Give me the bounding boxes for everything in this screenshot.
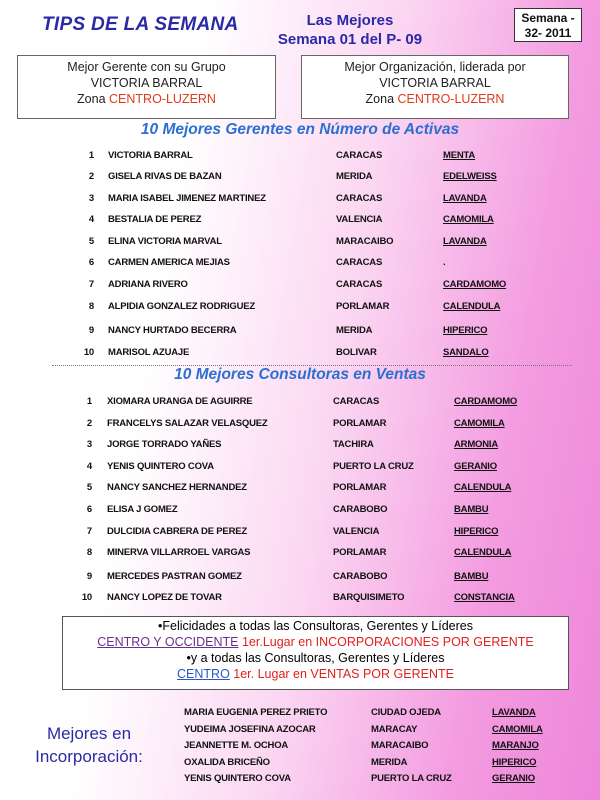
week-badge-line2: 32- 2011 xyxy=(524,26,572,40)
aroma: LAVANDA xyxy=(443,236,487,247)
person-name: FRANCELYS SALAZAR VELASQUEZ xyxy=(107,418,268,429)
person-name: JEANNETTE M. OCHOA xyxy=(184,740,289,751)
aroma: HIPERICO xyxy=(443,325,488,336)
aroma: LAVANDA xyxy=(443,193,487,204)
city: BARQUISIMETO xyxy=(333,592,405,603)
award-label: Mejor Organización, liderada por xyxy=(344,60,526,74)
award-best-organization xyxy=(301,55,569,119)
congrats-zone-1: CENTRO Y OCCIDENTE xyxy=(97,635,239,649)
person-name: MARIA EUGENIA PEREZ PRIETO xyxy=(184,707,328,718)
week-badge-line1: Semana - xyxy=(521,11,575,25)
award-label: Mejor Gerente con su Grupo xyxy=(67,60,226,74)
aroma: EDELWEISS xyxy=(443,171,497,182)
aroma: CALENDULA xyxy=(443,301,501,312)
person-name: YUDEIMA JOSEFINA AZOCAR xyxy=(184,724,316,735)
person-name: ADRIANA RIVERO xyxy=(108,279,188,290)
rank: 6 xyxy=(88,257,94,268)
city: PORLAMAR xyxy=(333,547,387,558)
city: MERIDA xyxy=(336,171,373,182)
aroma: . xyxy=(443,257,446,268)
aroma: SANDALO xyxy=(443,347,489,358)
rank: 9 xyxy=(88,325,94,336)
week-badge xyxy=(514,8,582,42)
rank: 3 xyxy=(86,439,92,450)
person-name: ELISA J GOMEZ xyxy=(107,504,178,515)
aroma: ARMONIA xyxy=(454,439,498,450)
week-heading-line2: Semana 01 del P- 09 xyxy=(277,31,423,48)
award-zone-label: Zona xyxy=(365,92,395,106)
person-name: ALPIDIA GONZALEZ RODRIGUEZ xyxy=(108,301,255,312)
person-name: MARISOL AZUAJE xyxy=(108,347,190,358)
award-zone xyxy=(18,91,275,107)
congratulations-box xyxy=(62,616,569,690)
city: MARACAIBO xyxy=(371,740,429,751)
aroma: CALENDULA xyxy=(454,482,512,493)
city: CARACAS xyxy=(336,279,383,290)
person-name: MINERVA VILLARROEL VARGAS xyxy=(107,547,251,558)
rank: 4 xyxy=(86,461,92,472)
person-name: YENIS QUINTERO COVA xyxy=(184,773,291,784)
congrats-line4 xyxy=(63,666,568,682)
rank: 7 xyxy=(88,279,94,290)
incorporation-label xyxy=(14,722,164,768)
rank: 1 xyxy=(88,150,94,161)
person-name: JORGE TORRADO YAÑES xyxy=(107,439,222,450)
award-name: VICTORIA BARRAL xyxy=(90,76,203,90)
award-zone-value: CENTRO-LUZERN xyxy=(397,92,505,106)
person-name: BESTALIA DE PEREZ xyxy=(108,214,202,225)
city: CARABOBO xyxy=(333,504,388,515)
rank: 3 xyxy=(88,193,94,204)
rank: 6 xyxy=(86,504,92,515)
person-name: NANCY HURTADO BECERRA xyxy=(108,325,237,336)
city: PUERTO LA CRUZ xyxy=(371,773,452,784)
aroma: CAMOMILA xyxy=(443,214,494,225)
aroma: CARDAMOMO xyxy=(443,279,507,290)
rank: 2 xyxy=(86,418,92,429)
aroma: HIPERICO xyxy=(454,526,499,537)
city: CIUDAD OJEDA xyxy=(371,707,441,718)
person-name: NANCY SANCHEZ HERNANDEZ xyxy=(107,482,247,493)
city: MERIDA xyxy=(371,757,408,768)
congrats-zone-2: CENTRO xyxy=(177,667,230,681)
rank: 8 xyxy=(86,547,92,558)
person-name: ELINA VICTORIA MARVAL xyxy=(108,236,222,247)
rank: 7 xyxy=(86,526,92,537)
aroma: CAMOMILA xyxy=(492,724,543,735)
aroma: BAMBU xyxy=(454,504,489,515)
city: CARABOBO xyxy=(333,571,388,582)
person-name: CARMEN AMERICA MEJIAS xyxy=(108,257,230,268)
incorporation-label-line1: Mejores en xyxy=(46,724,132,743)
aroma: CAMOMILA xyxy=(454,418,505,429)
city: MARACAIBO xyxy=(336,236,394,247)
person-name: MERCEDES PASTRAN GOMEZ xyxy=(107,571,242,582)
city: MERIDA xyxy=(336,325,373,336)
city: VALENCIA xyxy=(336,214,383,225)
rank: 10 xyxy=(83,347,94,358)
city: PORLAMAR xyxy=(333,482,387,493)
rank: 5 xyxy=(86,482,92,493)
consultants-section-title: 10 Mejores Consultoras en Ventas xyxy=(174,366,426,383)
award-name: VICTORIA BARRAL xyxy=(379,76,491,90)
congrats-line2-text: 1er.Lugar en INCORPORACIONES POR GERENTE xyxy=(238,635,534,649)
city: CARACAS xyxy=(336,257,383,268)
aroma: GERANIO xyxy=(454,461,497,472)
person-name: XIOMARA URANGA DE AGUIRRE xyxy=(107,396,253,407)
award-best-manager xyxy=(17,55,276,119)
city: CARACAS xyxy=(333,396,380,407)
person-name: VICTORIA BARRAL xyxy=(108,150,193,161)
city: CARACAS xyxy=(336,150,383,161)
week-heading xyxy=(270,11,430,49)
rank: 2 xyxy=(88,171,94,182)
congrats-line4-text: 1er. Lugar en VENTAS POR GERENTE xyxy=(229,667,454,681)
page-title: TIPS DE LA SEMANA xyxy=(42,14,239,35)
person-name: DULCIDIA CABRERA DE PEREZ xyxy=(107,526,247,537)
week-heading-line1: Las Mejores xyxy=(306,12,394,29)
city: VALENCIA xyxy=(333,526,380,537)
aroma: CALENDULA xyxy=(454,547,512,558)
aroma: BAMBU xyxy=(454,571,489,582)
congrats-line2 xyxy=(63,634,568,650)
rank: 5 xyxy=(88,236,94,247)
award-zone xyxy=(302,91,568,107)
person-name: GISELA RIVAS DE BAZAN xyxy=(108,171,222,182)
rank: 9 xyxy=(86,571,92,582)
rank: 4 xyxy=(88,214,94,225)
city: BOLIVAR xyxy=(336,347,377,358)
aroma: MENTA xyxy=(443,150,476,161)
city: TACHIRA xyxy=(333,439,374,450)
aroma: MARANJO xyxy=(492,740,539,751)
congrats-line3: •y a todas las Consultoras, Gerentes y Líderes xyxy=(186,651,445,665)
city: MARACAY xyxy=(371,724,418,735)
aroma: CARDAMOMO xyxy=(454,396,518,407)
person-name: MARIA ISABEL JIMENEZ MARTINEZ xyxy=(108,193,266,204)
person-name: NANCY LOPEZ DE TOVAR xyxy=(107,592,222,603)
city: PUERTO LA CRUZ xyxy=(333,461,414,472)
award-zone-value: CENTRO-LUZERN xyxy=(109,92,216,106)
person-name: OXALIDA BRICEÑO xyxy=(184,757,270,768)
rank: 1 xyxy=(86,396,92,407)
managers-section-title: 10 Mejores Gerentes en Número de Activas xyxy=(140,121,460,138)
aroma: HIPERICO xyxy=(492,757,537,768)
city: PORLAMAR xyxy=(333,418,387,429)
incorporation-label-line2: Incorporación: xyxy=(35,747,143,766)
aroma: CONSTANCIA xyxy=(454,592,515,603)
rank: 8 xyxy=(88,301,94,312)
rank: 10 xyxy=(81,592,92,603)
award-zone-label: Zona xyxy=(77,92,106,106)
person-name: YENIS QUINTERO COVA xyxy=(107,461,214,472)
city: CARACAS xyxy=(336,193,383,204)
aroma: GERANIO xyxy=(492,773,535,784)
aroma: LAVANDA xyxy=(492,707,536,718)
congrats-line1: •Felicidades a todas las Consultoras, Gerentes y Líderes xyxy=(158,619,473,633)
city: PORLAMAR xyxy=(336,301,390,312)
